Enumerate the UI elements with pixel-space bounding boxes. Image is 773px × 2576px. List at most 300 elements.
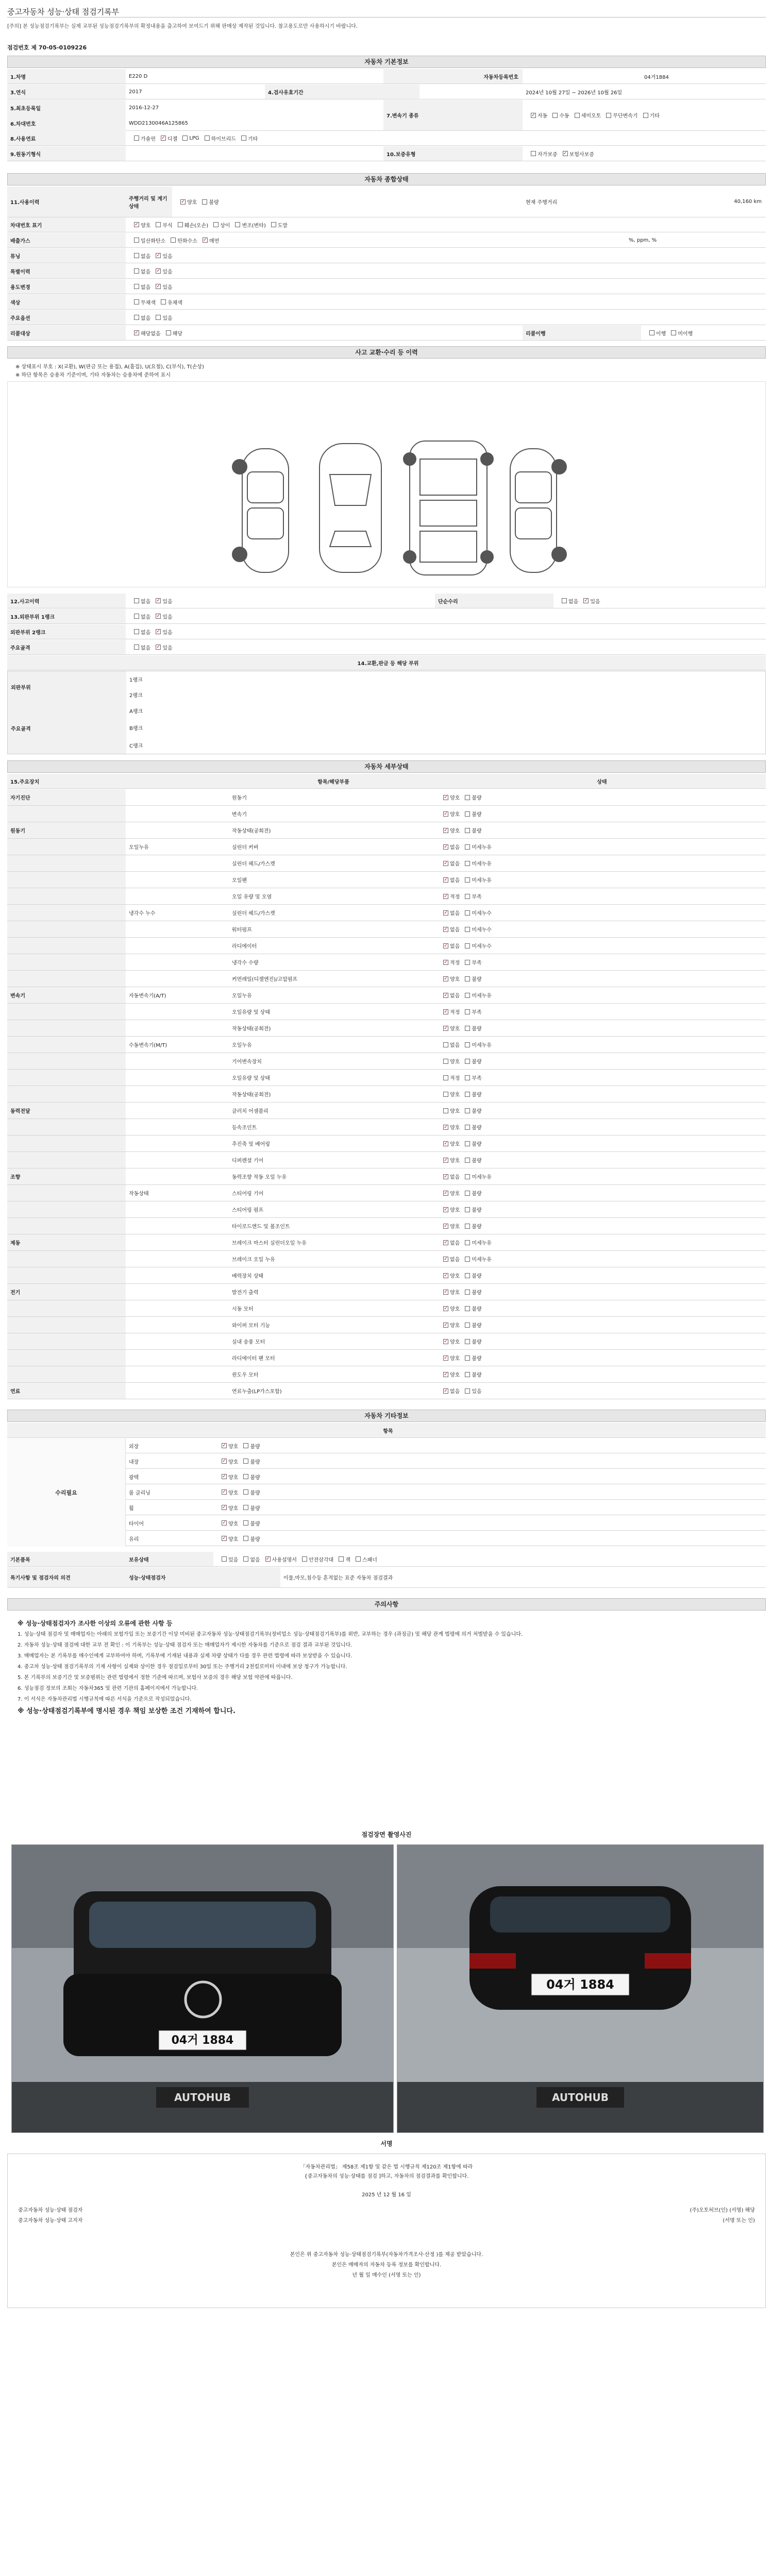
other-row: [126, 1438, 766, 1453]
state-b: 불량: [472, 1109, 482, 1114]
state-b: 미세누유: [472, 993, 492, 999]
detail-state: [435, 1350, 766, 1366]
state-b: 불량: [472, 1307, 482, 1312]
detail-sub: [126, 1317, 229, 1333]
opinion-label: 특기사항 및 점검자의 의견: [7, 1567, 126, 1587]
option-row: [7, 310, 766, 325]
detail-group: [7, 872, 126, 888]
opinion-sub-label: 성능·상태점검자: [126, 1567, 280, 1587]
state-a: 양호: [450, 1290, 460, 1296]
detail-group: [7, 1053, 126, 1069]
panel-rank-2: 2랭크: [129, 692, 143, 699]
state-a: 없음: [450, 1389, 460, 1395]
check-a: [443, 1042, 448, 1047]
detail-group: [7, 1119, 126, 1135]
state-a: 양호: [450, 1191, 460, 1197]
detail-state: [435, 822, 766, 838]
detail-group: [7, 1350, 126, 1366]
detail-item: 작동상태(공회전): [232, 1092, 271, 1098]
other-row: [126, 1500, 766, 1515]
other-state: ✓ 양호 불량: [213, 1516, 471, 1530]
check-a: [443, 1339, 448, 1344]
color-options: 무채색 유채색: [126, 295, 332, 309]
panel-rank-a: A랭크: [129, 708, 143, 715]
check-a: [443, 795, 448, 800]
detail-item: 작동상태(공회전): [232, 828, 271, 834]
state-a: 양호: [450, 1274, 460, 1279]
check-a: [443, 1009, 448, 1014]
guarantee-label: 10.보증유형: [383, 146, 523, 161]
detail-row: [7, 855, 766, 872]
basic-row-3: [7, 100, 766, 131]
year-label: 3.연식: [7, 84, 126, 99]
history-label: 11.사용이력: [7, 187, 126, 217]
basic-info-header: 자동차 기본정보: [7, 56, 766, 68]
state-a: 양호: [450, 1142, 460, 1147]
detail-item: 윈도우 모터: [232, 1372, 259, 1378]
state-b: 불량: [472, 1323, 482, 1329]
detail-group: [7, 855, 126, 871]
outer-rank-1-options: 없음 ✓ 있음: [126, 609, 435, 623]
check-b: [465, 1290, 470, 1295]
check-b: [465, 1042, 470, 1047]
state-b: 부족: [472, 1010, 482, 1015]
option-label: 주요옵션: [7, 310, 126, 325]
outer-rank-2-row: [7, 624, 766, 639]
mileage-value: 40,160 km: [734, 199, 762, 205]
front-brand-text: AUTOHUB: [174, 2091, 231, 2104]
color-label: 색상: [7, 295, 126, 309]
detail-sub: [126, 1119, 229, 1135]
check-b: [465, 828, 470, 833]
basic-row-1: [7, 69, 766, 84]
detail-group: [7, 921, 126, 937]
detail-item: 오일팬: [232, 878, 247, 884]
note-7: 7. 이 서식은 자동차관리법 시행규칙에 따른 서식을 기준으로 작성되었습니다.: [18, 1697, 192, 1702]
check-b: [465, 1141, 470, 1146]
detail-item: 연료누출(LP가스포함): [232, 1389, 282, 1395]
notes-head: ※ 성능·상태점검자가 조사한 이상의 오류에 관한 사항 등: [18, 1620, 173, 1627]
detail-row: [7, 1152, 766, 1168]
vin-state-label: 차대번호 표기: [7, 217, 126, 232]
check-b: [465, 1092, 470, 1097]
detail-sub: 수동변속기(M/T): [129, 1043, 167, 1048]
state-b: 불량: [472, 1208, 482, 1213]
detail-row: [7, 971, 766, 987]
detail-row: [7, 822, 766, 839]
detail-sub: 작동상태: [129, 1191, 149, 1197]
car-diagram: [7, 381, 766, 587]
check-a: [443, 1355, 448, 1361]
check-a: [443, 1207, 448, 1212]
outer-rank-2-label: 외판부위 2랭크: [7, 624, 126, 639]
detail-item: 타이로드엔드 및 볼조인트: [232, 1224, 290, 1230]
check-a: [443, 828, 448, 833]
check-a: [443, 1372, 448, 1377]
check-b: [465, 795, 470, 800]
detail-state: [435, 1300, 766, 1316]
detail-group: [7, 1086, 126, 1102]
state-b: 불량: [472, 795, 482, 801]
recall-row: [7, 326, 766, 341]
detail-group: 전기: [7, 1284, 126, 1300]
notice-text: [주의] 본 성능점검기록부는 실제 교부된 성능점검기록부의 확정내용을 출고하여 보여드기 위해 판매상 제작된 것입니다. 참고용도로만 사용하시기 바랍니다.: [7, 24, 358, 29]
state-a: 없음: [450, 861, 460, 867]
detail-sub: [126, 872, 229, 888]
detail-state: [435, 1103, 766, 1118]
detail-row: [7, 888, 766, 905]
state-a: 양호: [450, 1026, 460, 1032]
receiver-line: 년 월 일 매수인 (서명 또는 인): [352, 2273, 421, 2278]
sign-header: 서명: [7, 2138, 766, 2150]
state-b: 있음: [472, 1389, 482, 1395]
detail-group: [7, 1020, 126, 1036]
detail-state: [435, 1119, 766, 1135]
detail-row: [7, 1317, 766, 1333]
state-b: 부족: [472, 960, 482, 966]
detail-group: [7, 905, 126, 921]
detail-state: [435, 1004, 766, 1020]
check-b: [465, 861, 470, 866]
check-b: [465, 1224, 470, 1229]
check-a: [443, 927, 448, 932]
detail-state: [435, 855, 766, 871]
check-a: [443, 1125, 448, 1130]
state-b: 불량: [472, 1356, 482, 1362]
check-b: [465, 1075, 470, 1080]
check-b: [465, 1026, 470, 1031]
detail-state: [435, 1152, 766, 1168]
seller-label: 중고자동차 성능·상태 고지자: [18, 2218, 83, 2224]
state-b: 부족: [472, 1076, 482, 1081]
other-item: 내장: [129, 1459, 139, 1465]
emission-options: 일산화탄소 탄화수소 ✓ 매연: [126, 233, 435, 247]
emission-units: %, ppm, %: [629, 237, 657, 243]
detail-item: 실내 송풍 모터: [232, 1340, 265, 1345]
special-label: 특별이력: [7, 264, 126, 278]
accident-row: [7, 594, 766, 608]
detail-sub: [126, 1004, 229, 1020]
check-a: [443, 1158, 448, 1163]
state-a: 적정: [450, 894, 460, 900]
car-name-label: 1.차명: [7, 69, 126, 83]
sign-line-2: {중고자동차의 성능·상태를 점검 ]하고, 자동차의 점검결과를 확인합니다.: [304, 2174, 469, 2179]
detail-sub: [126, 1251, 229, 1267]
state-b: 불량: [472, 1142, 482, 1147]
other-item: 휠: [129, 1505, 134, 1512]
state-a: 양호: [450, 828, 460, 834]
frame-label: 주요골격: [7, 640, 126, 654]
state-a: 적정: [450, 960, 460, 966]
detail-header: 자동차 세부상태: [7, 760, 766, 773]
detail-row: [7, 1350, 766, 1366]
detail-state: [435, 1267, 766, 1283]
reg-no-label: 자동차등록번호: [383, 69, 523, 83]
detail-col-item: 항목/해당부품: [229, 774, 435, 788]
check-b: [465, 1009, 470, 1014]
inspector-value: (주)오토허브(인) (서명) 해당: [690, 2208, 755, 2213]
special-row: [7, 264, 766, 279]
state-b: 부족: [472, 894, 482, 900]
detail-sub: [126, 1350, 229, 1366]
state-b: 미세누수: [472, 927, 492, 933]
check-b: [465, 1306, 470, 1311]
damage-header: 사고 교환·수리 등 이력: [7, 346, 766, 359]
check-a: [443, 1026, 448, 1031]
basic-row-4: [7, 131, 766, 146]
detail-sub: [126, 938, 229, 954]
state-a: 없음: [450, 911, 460, 917]
tuning-row: [7, 248, 766, 263]
check-a: [443, 1141, 448, 1146]
panel-header: 14.교환,판금 등 해당 부위: [7, 655, 766, 670]
detail-group: 변속기: [7, 987, 126, 1003]
state-b: 불량: [472, 1026, 482, 1032]
detail-row: [7, 1251, 766, 1267]
accident-label: 12.사고이력: [7, 594, 126, 608]
other-col-label: 항목: [7, 1423, 766, 1437]
state-a: 양호: [450, 1208, 460, 1213]
detail-row: [7, 921, 766, 938]
other-state: ✓ 양호 불량: [213, 1469, 471, 1484]
state-a: 없음: [450, 993, 460, 999]
car-left-side-view: [232, 449, 289, 572]
panel-header-row: [7, 655, 766, 670]
detail-state: [435, 789, 766, 805]
frame-row: [7, 640, 766, 655]
check-b: [465, 1174, 470, 1179]
repair-label: 단순수리: [435, 594, 553, 608]
repair-options: 없음 ✓ 있음: [553, 594, 708, 608]
detail-state: [435, 938, 766, 954]
detail-state: [435, 872, 766, 888]
photos-header: 점검장면 촬영사진: [7, 1829, 766, 1841]
detail-item: 실린더 커버: [232, 845, 259, 851]
detail-item: 브레이크 오일 누유: [232, 1257, 275, 1263]
detail-state: [435, 1037, 766, 1053]
detail-item: 오일유량 및 상태: [232, 1076, 270, 1081]
front-photo: [11, 1844, 394, 2133]
check-b: [465, 1158, 470, 1163]
detail-sub: [126, 1267, 229, 1283]
engine-type-value: [126, 146, 383, 161]
detail-row: [7, 1383, 766, 1399]
detail-row: [7, 1136, 766, 1152]
state-a: 양호: [450, 1307, 460, 1312]
detail-state: [435, 954, 766, 970]
other-state: ✓ 양호 불량: [213, 1531, 471, 1546]
state-a: 양호: [450, 1323, 460, 1329]
detail-state: [435, 1020, 766, 1036]
detail-item: 워터펌프: [232, 927, 252, 933]
mileage-row: [7, 187, 766, 217]
certificate-number: 점검번호 제 70-05-0109226: [7, 44, 87, 51]
state-b: 불량: [472, 1372, 482, 1378]
other-row: [126, 1531, 766, 1546]
state-b: 불량: [472, 1274, 482, 1279]
car-outline-diagram: [8, 382, 766, 588]
state-b: 미세누유: [472, 878, 492, 884]
detail-item: 오일누유: [232, 1043, 252, 1048]
state-b: 미세누수: [472, 911, 492, 917]
detail-state: [435, 1234, 766, 1250]
check-a: [443, 1290, 448, 1295]
state-a: 없음: [450, 1241, 460, 1246]
state-a: 양호: [450, 1125, 460, 1131]
check-b: [465, 1125, 470, 1130]
check-a: [443, 1323, 448, 1328]
check-b: [465, 993, 470, 998]
damage-legend-2: ※ 하단 항목은 승용차 기준이며, 기타 자동차는 승용차에 준하여 표시: [15, 372, 171, 378]
state-b: 불량: [472, 812, 482, 818]
damage-legend: ※ 상태표시 부호 : X(교환), W(판금 또는 용접), A(흠집), U(요철), C(부식), T(손상): [15, 364, 204, 370]
detail-state: [435, 1136, 766, 1151]
detail-state: [435, 1201, 766, 1217]
detail-sub: [126, 1152, 229, 1168]
state-b: 미세누유: [472, 845, 492, 851]
car-name-value: E220 D: [129, 73, 148, 79]
detail-item: 라디에이터: [232, 944, 257, 950]
basic-items-options: 있음 없음 ✓ 사용설명서 안전삼각대 잭 스패너: [213, 1552, 677, 1566]
car-top-front-view: [320, 444, 381, 572]
inspect-period-value: 2024년 10월 27일 ~ 2026년 10월 26일: [526, 90, 623, 96]
detail-state: [435, 1251, 766, 1267]
car-frame-view: [404, 441, 493, 575]
detail-state: [435, 888, 766, 904]
detail-state: [435, 1086, 766, 1102]
check-a: [443, 910, 448, 916]
check-a: [443, 1388, 448, 1394]
check-b: [465, 894, 470, 899]
detail-col-main: 15.주요장치: [7, 774, 126, 788]
other-item: 타이어: [129, 1521, 144, 1527]
state-b: 불량: [472, 828, 482, 834]
emission-label: 배출가스: [7, 233, 126, 247]
notes-body: [7, 1613, 766, 1819]
check-b: [465, 927, 470, 932]
detail-row: [7, 1168, 766, 1185]
detail-row: [7, 789, 766, 806]
state-b: 미세누유: [472, 861, 492, 867]
detail-row: [7, 1284, 766, 1300]
first-reg-value: 2016-12-27: [129, 105, 159, 111]
detail-item: 오일유량 및 상태: [232, 1010, 270, 1015]
inspect-period-label: 4.검사유효기간: [265, 84, 419, 99]
detail-row: [7, 1185, 766, 1201]
check-b: [465, 1273, 470, 1278]
detail-row: [7, 1037, 766, 1053]
detail-row: [7, 1300, 766, 1317]
detail-row: [7, 938, 766, 954]
accident-options: 없음 ✓ 있음: [126, 594, 280, 608]
state-a: 양호: [450, 1059, 460, 1065]
state-b: 불량: [472, 1059, 482, 1065]
detail-item: 커먼레일(디젤엔진)/고압펌프: [232, 977, 298, 982]
detail-group: [7, 1366, 126, 1382]
front-plate-text: 04거 1884: [171, 2034, 234, 2047]
state-a: 양호: [450, 1224, 460, 1230]
check-b: [465, 877, 470, 883]
tuning-label: 튜닝: [7, 248, 126, 263]
vin-state-row: [7, 217, 766, 232]
detail-state: [435, 1333, 766, 1349]
check-b: [465, 1108, 470, 1113]
state-a: 양호: [450, 977, 460, 982]
detail-row: [7, 839, 766, 855]
basic-items-row: [7, 1552, 766, 1567]
detail-item: 와이퍼 모터 기능: [232, 1323, 270, 1329]
check-a: [443, 1240, 448, 1245]
detail-state: [435, 1366, 766, 1382]
detail-sub: [126, 1086, 229, 1102]
detail-group: [7, 1218, 126, 1234]
state-b: 미세누유: [472, 1175, 492, 1180]
check-b: [465, 1191, 470, 1196]
detail-group: [7, 1185, 126, 1201]
state-a: 양호: [450, 1109, 460, 1114]
vin-state-options: ✓ 양호 부식 훼손(오손) 상이 변조(변타) 도말: [126, 217, 538, 232]
check-a: [443, 1174, 448, 1179]
detail-group: [7, 1251, 126, 1267]
transmission-options: ✓ 자동 수동 세미오토 무단변속기 기타: [523, 100, 765, 130]
detail-item: 발전기 출력: [232, 1290, 259, 1296]
state-b: 불량: [472, 1125, 482, 1131]
check-a: [443, 1075, 448, 1080]
check-a: [443, 1306, 448, 1311]
detail-sub: [126, 1168, 229, 1184]
state-a: 없음: [450, 1175, 460, 1180]
rear-brand-text: AUTOHUB: [552, 2091, 609, 2104]
detail-state: [435, 971, 766, 987]
state-a: 양호: [450, 795, 460, 801]
detail-row: [7, 1119, 766, 1136]
check-a: [443, 1224, 448, 1229]
panel-rank-b: B랭크: [129, 725, 143, 732]
other-item: 광택: [129, 1475, 139, 1481]
basic-row-5: [7, 146, 766, 161]
rear-car-image: [397, 1845, 764, 2133]
detail-state: [435, 806, 766, 822]
detail-item: 실린더 헤드/가스켓: [232, 861, 275, 867]
detail-sub: [126, 954, 229, 970]
option-options: 없음 있음: [126, 310, 332, 325]
mileage-options: ✓ 양호 불량: [172, 187, 378, 217]
detail-sub: [126, 806, 229, 822]
detail-state: [435, 1317, 766, 1333]
check-b: [465, 1207, 470, 1212]
vin-label: 6.차대번호: [7, 115, 126, 131]
detail-item: 실린더 헤드/가스켓: [232, 911, 275, 917]
detail-item: 스티어링 기어: [232, 1191, 264, 1197]
check-a: [443, 1092, 448, 1097]
detail-item: 기어변속장치: [232, 1059, 262, 1065]
state-a: 양호: [450, 1340, 460, 1345]
check-b: [465, 1059, 470, 1064]
first-reg-label: 5.최초등록일: [7, 100, 126, 115]
detail-item: 등속조인트: [232, 1125, 257, 1131]
recall-done-options: 이행 미이행: [641, 326, 765, 340]
detail-group: [7, 1317, 126, 1333]
state-a: 없음: [450, 1257, 460, 1263]
detail-group: 제동: [7, 1234, 126, 1250]
state-a: 없음: [450, 1043, 460, 1048]
state-a: 적정: [450, 1076, 460, 1081]
detail-item: 시동 모터: [232, 1307, 254, 1312]
state-a: 없음: [450, 944, 460, 950]
check-a: [443, 943, 448, 948]
detail-sub: 자동변속기(A/T): [129, 993, 166, 999]
opinion-value: 이물,마모,침수등 흔적없는 표준 자동차 점검결과: [283, 1575, 393, 1581]
